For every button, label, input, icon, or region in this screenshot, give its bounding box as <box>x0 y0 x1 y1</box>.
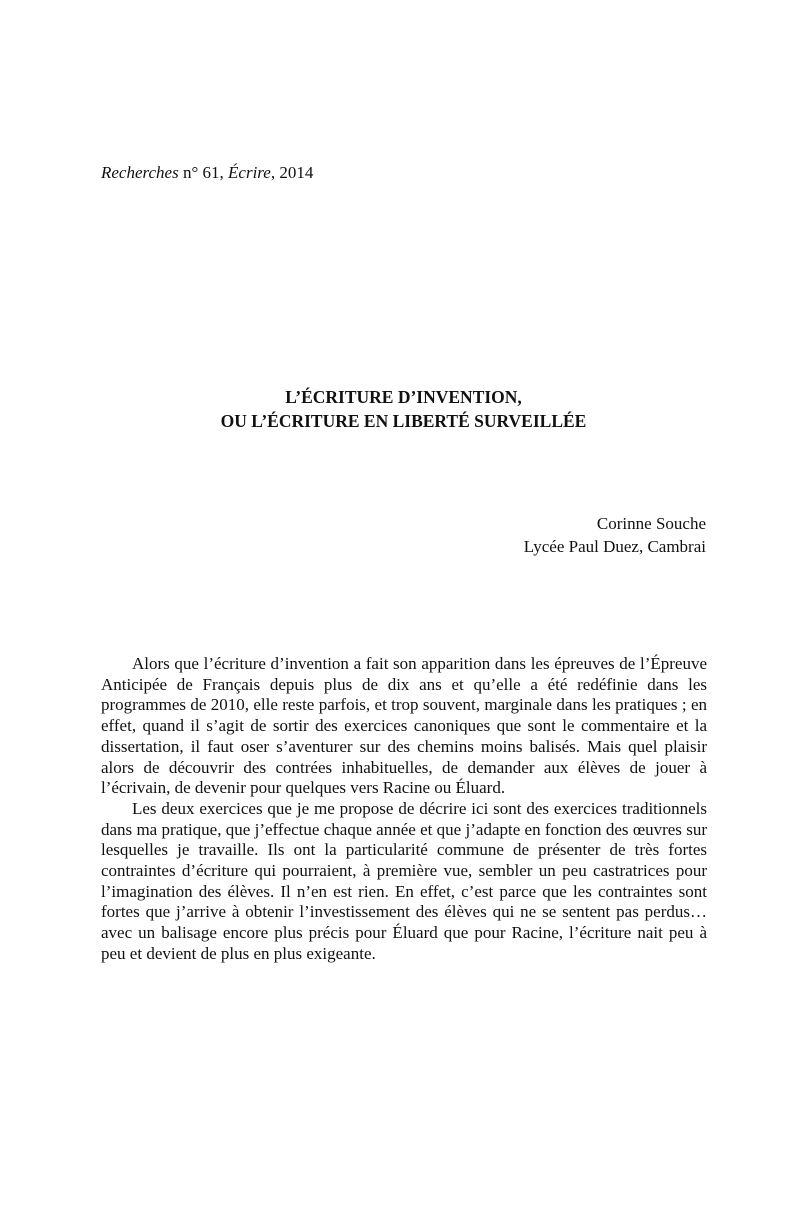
journal-name: Recherches <box>101 163 179 182</box>
body-paragraph-2: Les deux exercices que je me propose de décrire ici sont des exercices traditionnels dans ma pratique, que j’effectue chaque année et que j’adapte en fonction des œuvres sur lesquelles je travaille. Ils ont la particularité commune de présenter de très fortes contraintes d’écriture qui pourraient, à première vue, sembler un peu castratrices pour l’imagination des élèves. Il n’en est rien. En effet, c’est parce que les contraintes sont fortes que j’arrive à obtenir l’investissement des élèves qui ne se sentent pas perdus… avec un balisage encore plus précis pour Éluard que pour Racine, l’écriture nait peu à peu et devient de plus en plus exigeante. <box>101 798 707 963</box>
title-line-1: L’ÉCRITURE D’INVENTION, <box>285 387 522 407</box>
journal-year: , 2014 <box>270 163 314 182</box>
article-body <box>101 654 707 965</box>
title-line-2: OU L’ÉCRITURE EN LIBERTÉ SURVEILLÉE <box>220 411 587 431</box>
author-name: Corinne Souche <box>596 514 706 533</box>
journal-reference <box>101 162 313 184</box>
article-title <box>0 385 807 433</box>
author-affiliation: Lycée Paul Duez, Cambrai <box>523 537 706 556</box>
author-block <box>524 512 706 558</box>
body-paragraph-1: Alors que l’écriture d’invention a fait son apparition dans les épreuves de l’Épreuve Anticipée de Français depuis plus de dix ans et qu’elle a été redéfinie dans les programmes de 2010, elle reste parfois, et trop souvent, marginale dans les pratiques ; en effet, quand il s’agit de sortir des exercices canoniques que sont le commentaire et la dissertation, il faut oser s’aventurer sur des chemins moins balisés. Mais quel plaisir alors de découvrir des contrées inhabituelles, de demander aux élèves de jouer à l’écrivain, de devenir pour quelques vers Racine ou Éluard. <box>101 654 707 798</box>
journal-issue: n° 61, <box>178 163 229 182</box>
journal-theme: Écrire <box>228 163 271 182</box>
